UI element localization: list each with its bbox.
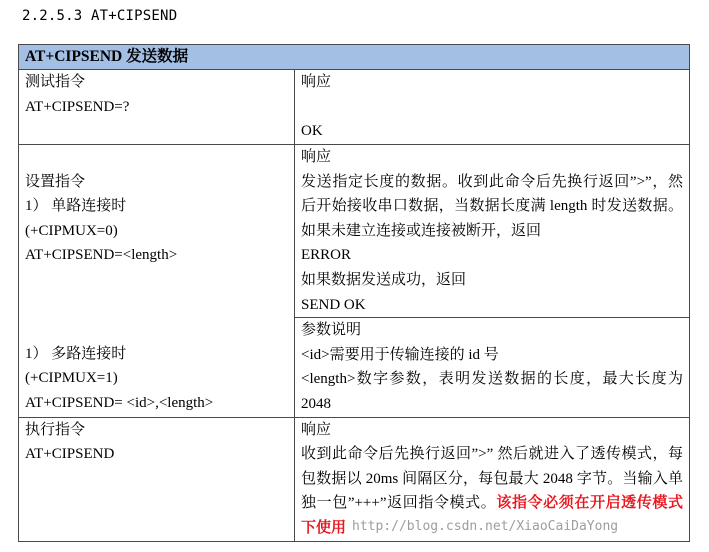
set-response-description: 发送指定长度的数据。收到此命令后先换行返回”>”，然 后开始接收串口数据，当数据长度满 length 时发送数据。如果未建立连接或连接被断开，返回 (301, 173, 684, 239)
single-connection-mode: 1） 单路连接时 (25, 198, 127, 215)
set-command-label: 设置指令 (25, 173, 86, 190)
table-row-test-command (19, 70, 690, 145)
set-response-cell (295, 145, 690, 318)
parameter-description-label: 参数说明 (301, 322, 362, 339)
test-response-ok: OK (301, 123, 323, 140)
set-response-success-text: 如果数据发送成功，返回 (301, 271, 467, 288)
table-title-row (19, 45, 690, 70)
set-response-error: ERROR (301, 247, 352, 264)
single-connection-syntax: AT+CIPSEND=<length> (25, 247, 178, 264)
exec-response-label: 响应 (301, 421, 332, 438)
table-title: AT+CIPSEND 发送数据 (19, 45, 690, 70)
multi-connection-mux: (+CIPMUX=1) (25, 370, 118, 387)
set-response-label: 响应 (301, 149, 332, 165)
exec-command-label: 执行指令 (25, 421, 86, 438)
parameter-length: <length>数字参数，表明发送数据的长度，最大长度为 2048 (301, 371, 684, 412)
test-response-label: 响应 (301, 74, 332, 90)
test-response-cell (295, 70, 690, 145)
test-command-label: 测试指令 (25, 74, 86, 90)
set-command-cell (19, 145, 295, 418)
multi-connection-syntax: AT+CIPSEND= <id>,<length> (25, 394, 214, 411)
exec-command-cell (19, 417, 295, 541)
exec-response-description: 收到此命令后先换行返回”>” 然后就进入了透传模式，每包数据以 20ms 间隔区分，每包最大 2048 字节。当输入单独一包”+++”返回指令模式。 (301, 446, 684, 512)
exec-warning-note: 该指令必须在开启透传模式下使用 (301, 495, 683, 536)
table-row-set-single (19, 145, 690, 318)
watermark: http://blog.csdn.net/XiaoCaiDaYong (352, 519, 619, 534)
set-response-send-ok: SEND OK (301, 296, 366, 313)
section-heading: 2.2.5.3 AT+CIPSEND (22, 8, 178, 24)
single-connection-mux: (+CIPMUX=0) (25, 222, 118, 239)
multi-connection-mode: 1） 多路连接时 (25, 345, 127, 362)
exec-command-syntax: AT+CIPSEND (25, 446, 115, 463)
test-command-cell (19, 70, 295, 145)
parameter-id: <id>需要用于传输连接的 id 号 (301, 346, 499, 363)
command-table (18, 44, 690, 542)
test-command-syntax: AT+CIPSEND=? (25, 98, 130, 115)
parameter-description-cell (295, 318, 690, 417)
